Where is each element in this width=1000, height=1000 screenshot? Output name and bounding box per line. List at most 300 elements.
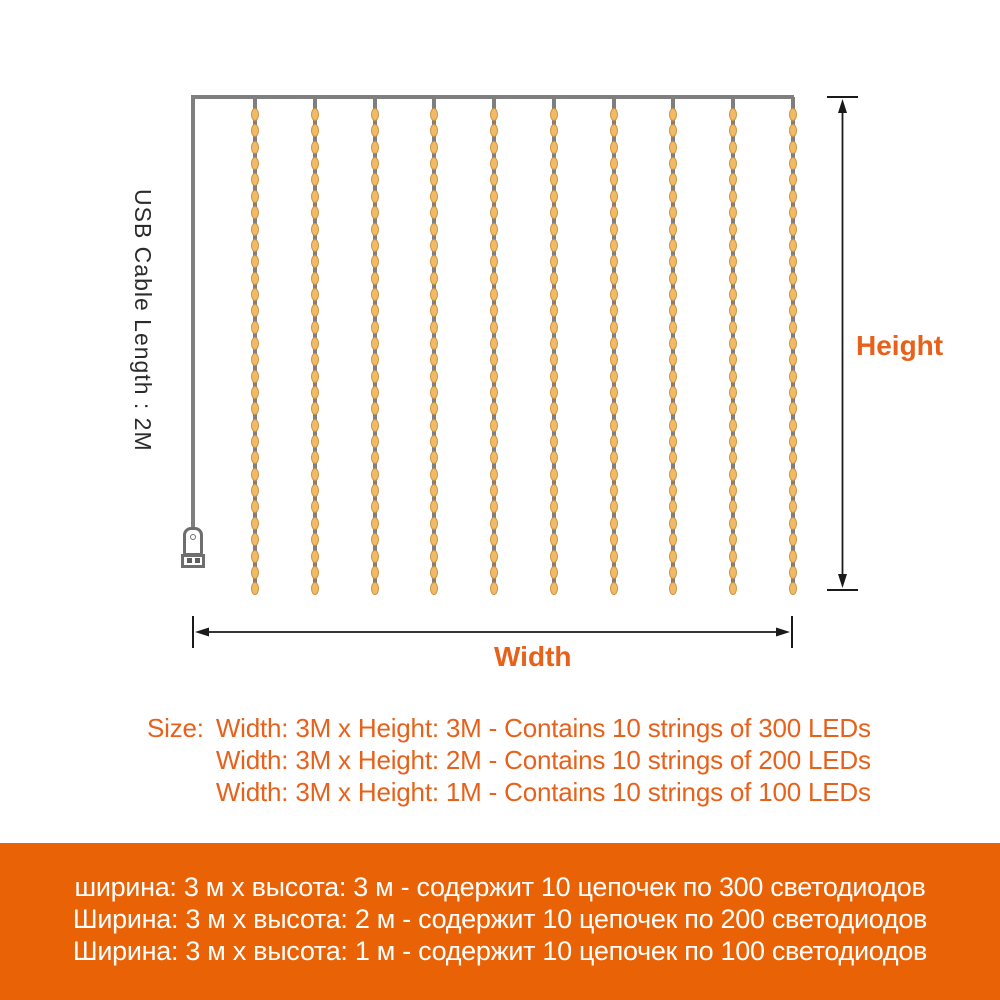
- usb-drop-cable: [191, 95, 195, 528]
- led-bead: [371, 272, 379, 285]
- led-bead: [490, 304, 498, 317]
- led-bead: [789, 566, 797, 579]
- led-bead: [430, 321, 438, 334]
- led-bead: [610, 173, 618, 186]
- size-heading: Size:: [147, 713, 204, 743]
- led-bead: [430, 500, 438, 513]
- led-bead: [789, 337, 797, 350]
- led-bead: [550, 566, 558, 579]
- led-bead: [789, 468, 797, 481]
- led-bead: [430, 157, 438, 170]
- led-bead: [371, 353, 379, 366]
- led-bead: [550, 402, 558, 415]
- led-bead: [430, 239, 438, 252]
- led-bead: [311, 108, 319, 121]
- led-bead: [251, 239, 259, 252]
- led-bead: [729, 386, 737, 399]
- size-spec-block: [147, 712, 871, 808]
- led-bead: [789, 451, 797, 464]
- led-bead: [610, 517, 618, 530]
- led-bead: [371, 288, 379, 301]
- led-bead: [490, 239, 498, 252]
- led-bead: [430, 223, 438, 236]
- led-bead: [430, 272, 438, 285]
- led-bead: [311, 304, 319, 317]
- led-bead: [311, 500, 319, 513]
- led-bead: [550, 206, 558, 219]
- led-bead: [311, 451, 319, 464]
- led-bead: [371, 157, 379, 170]
- led-bead: [311, 190, 319, 203]
- led-bead: [490, 255, 498, 268]
- led-bead: [789, 239, 797, 252]
- led-bead: [610, 533, 618, 546]
- led-bead: [669, 288, 677, 301]
- size-line: Width: 3M x Height: 1M - Contains 10 strings of 100 LEDs: [215, 777, 871, 807]
- led-bead: [371, 419, 379, 432]
- led-bead: [490, 206, 498, 219]
- led-bead: [430, 484, 438, 497]
- banner-line: Ширина: 3 м х высота: 2 м - содержит 10 цепочек по 200 светодиодов: [72, 904, 928, 934]
- led-bead: [550, 321, 558, 334]
- led-bead: [371, 190, 379, 203]
- led-bead: [550, 108, 558, 121]
- led-bead: [729, 484, 737, 497]
- led-bead: [311, 239, 319, 252]
- led-bead: [669, 435, 677, 448]
- led-bead: [669, 190, 677, 203]
- led-bead: [789, 550, 797, 563]
- led-bead: [490, 500, 498, 513]
- led-string: [492, 97, 496, 590]
- led-bead: [430, 451, 438, 464]
- led-bead: [610, 419, 618, 432]
- led-bead: [729, 419, 737, 432]
- led-bead: [311, 337, 319, 350]
- led-bead: [490, 157, 498, 170]
- led-bead: [371, 533, 379, 546]
- led-bead: [251, 223, 259, 236]
- led-bead: [490, 468, 498, 481]
- led-bead: [251, 157, 259, 170]
- led-bead: [251, 484, 259, 497]
- led-bead: [789, 370, 797, 383]
- led-bead: [311, 157, 319, 170]
- led-bead: [311, 141, 319, 154]
- led-bead: [251, 435, 259, 448]
- led-bead: [669, 484, 677, 497]
- led-bead: [789, 173, 797, 186]
- led-bead: [610, 451, 618, 464]
- led-bead: [430, 190, 438, 203]
- led-bead: [430, 550, 438, 563]
- led-bead: [789, 157, 797, 170]
- led-bead: [550, 468, 558, 481]
- led-bead: [669, 124, 677, 137]
- led-bead: [789, 141, 797, 154]
- led-bead: [550, 272, 558, 285]
- led-bead: [550, 288, 558, 301]
- led-bead: [430, 582, 438, 595]
- led-bead: [251, 304, 259, 317]
- led-string: [552, 97, 556, 590]
- led-bead: [371, 337, 379, 350]
- led-bead: [789, 108, 797, 121]
- led-bead: [430, 108, 438, 121]
- led-bead: [729, 435, 737, 448]
- led-bead: [430, 124, 438, 137]
- led-bead: [729, 500, 737, 513]
- led-bead: [789, 206, 797, 219]
- led-bead: [669, 386, 677, 399]
- led-bead: [490, 337, 498, 350]
- led-bead: [371, 173, 379, 186]
- led-string: [791, 97, 795, 590]
- led-bead: [610, 288, 618, 301]
- width-dimension-arrow: [193, 616, 792, 648]
- led-bead: [669, 321, 677, 334]
- led-bead: [729, 206, 737, 219]
- led-bead: [430, 255, 438, 268]
- led-bead: [490, 582, 498, 595]
- led-bead: [430, 173, 438, 186]
- led-bead: [550, 173, 558, 186]
- size-lines: [216, 712, 871, 808]
- led-bead: [669, 173, 677, 186]
- led-bead: [610, 370, 618, 383]
- led-bead: [550, 533, 558, 546]
- led-bead: [311, 419, 319, 432]
- led-string: [671, 97, 675, 590]
- led-bead: [251, 386, 259, 399]
- led-bead: [311, 566, 319, 579]
- led-bead: [251, 321, 259, 334]
- led-bead: [311, 370, 319, 383]
- led-bead: [610, 255, 618, 268]
- led-bead: [490, 566, 498, 579]
- led-bead: [490, 141, 498, 154]
- led-string: [373, 97, 377, 590]
- led-bead: [669, 304, 677, 317]
- led-bead: [729, 190, 737, 203]
- led-string: [612, 97, 616, 590]
- led-bead: [729, 517, 737, 530]
- led-bead: [490, 124, 498, 137]
- size-line: Width: 3M x Height: 2M - Contains 10 strings of 200 LEDs: [215, 745, 871, 775]
- led-bead: [550, 337, 558, 350]
- led-bead: [251, 550, 259, 563]
- led-bead: [251, 272, 259, 285]
- led-bead: [550, 223, 558, 236]
- led-bead: [610, 304, 618, 317]
- led-bead: [669, 353, 677, 366]
- led-bead: [430, 419, 438, 432]
- led-bead: [311, 321, 319, 334]
- led-bead: [550, 255, 558, 268]
- led-bead: [311, 124, 319, 137]
- led-bead: [251, 582, 259, 595]
- led-bead: [490, 484, 498, 497]
- led-bead: [490, 370, 498, 383]
- led-bead: [729, 337, 737, 350]
- usb-plug-hole: [190, 534, 196, 540]
- led-bead: [789, 386, 797, 399]
- led-bead: [371, 566, 379, 579]
- led-bead: [311, 288, 319, 301]
- led-bead: [251, 173, 259, 186]
- led-bead: [251, 206, 259, 219]
- banner-line: Ширина: 3 м х высота: 1 м - содержит 10 цепочек по 100 светодиодов: [72, 936, 928, 966]
- led-bead: [789, 223, 797, 236]
- led-bead: [430, 141, 438, 154]
- led-bead: [490, 321, 498, 334]
- led-bead: [371, 484, 379, 497]
- led-bead: [251, 190, 259, 203]
- led-bead: [789, 402, 797, 415]
- led-bead: [371, 517, 379, 530]
- led-bead: [789, 500, 797, 513]
- led-bead: [550, 419, 558, 432]
- led-bead: [610, 124, 618, 137]
- led-bead: [311, 484, 319, 497]
- led-bead: [371, 124, 379, 137]
- led-bead: [251, 124, 259, 137]
- curtain-top-cable: [191, 95, 794, 99]
- led-bead: [550, 517, 558, 530]
- led-string: [253, 97, 257, 590]
- led-bead: [371, 321, 379, 334]
- led-bead: [251, 468, 259, 481]
- led-bead: [669, 239, 677, 252]
- led-bead: [669, 500, 677, 513]
- led-bead: [371, 370, 379, 383]
- led-bead: [490, 272, 498, 285]
- led-bead: [789, 435, 797, 448]
- led-bead: [490, 190, 498, 203]
- led-bead: [669, 419, 677, 432]
- led-bead: [610, 157, 618, 170]
- led-bead: [789, 517, 797, 530]
- led-bead: [371, 141, 379, 154]
- led-bead: [371, 255, 379, 268]
- led-bead: [311, 582, 319, 595]
- led-bead: [729, 239, 737, 252]
- led-bead: [550, 304, 558, 317]
- led-bead: [789, 288, 797, 301]
- height-label: Height: [856, 330, 944, 361]
- led-bead: [789, 255, 797, 268]
- led-bead: [251, 370, 259, 383]
- led-bead: [311, 468, 319, 481]
- led-bead: [430, 337, 438, 350]
- led-bead: [669, 272, 677, 285]
- led-bead: [311, 533, 319, 546]
- led-bead: [430, 304, 438, 317]
- usb-contact-pin: [195, 558, 200, 563]
- led-bead: [610, 500, 618, 513]
- led-bead: [430, 533, 438, 546]
- led-bead: [789, 353, 797, 366]
- led-bead: [729, 533, 737, 546]
- led-bead: [550, 141, 558, 154]
- led-bead: [371, 108, 379, 121]
- led-bead: [550, 124, 558, 137]
- led-bead: [251, 566, 259, 579]
- led-bead: [669, 157, 677, 170]
- width-label: Width: [494, 641, 572, 672]
- led-bead: [430, 206, 438, 219]
- led-bead: [729, 304, 737, 317]
- led-bead: [669, 402, 677, 415]
- led-bead: [729, 108, 737, 121]
- led-bead: [311, 272, 319, 285]
- led-bead: [550, 239, 558, 252]
- led-bead: [669, 370, 677, 383]
- led-string: [432, 97, 436, 590]
- led-bead: [311, 517, 319, 530]
- led-bead: [371, 304, 379, 317]
- led-bead: [729, 468, 737, 481]
- led-bead: [251, 402, 259, 415]
- led-bead: [371, 435, 379, 448]
- led-bead: [729, 353, 737, 366]
- led-bead: [610, 272, 618, 285]
- led-bead: [789, 272, 797, 285]
- led-bead: [251, 141, 259, 154]
- led-bead: [490, 402, 498, 415]
- led-bead: [251, 353, 259, 366]
- led-bead: [789, 419, 797, 432]
- led-bead: [490, 353, 498, 366]
- led-bead: [669, 337, 677, 350]
- led-bead: [610, 108, 618, 121]
- led-bead: [311, 173, 319, 186]
- led-bead: [610, 206, 618, 219]
- led-bead: [371, 500, 379, 513]
- led-bead: [371, 223, 379, 236]
- led-bead: [610, 239, 618, 252]
- led-bead: [251, 517, 259, 530]
- led-bead: [610, 321, 618, 334]
- led-bead: [311, 223, 319, 236]
- led-bead: [430, 517, 438, 530]
- usb-plug-metal: [181, 554, 205, 568]
- led-bead: [430, 370, 438, 383]
- led-bead: [729, 370, 737, 383]
- led-bead: [669, 141, 677, 154]
- led-bead: [371, 451, 379, 464]
- led-bead: [311, 255, 319, 268]
- led-bead: [490, 533, 498, 546]
- led-bead: [251, 108, 259, 121]
- led-bead: [789, 582, 797, 595]
- led-bead: [610, 190, 618, 203]
- led-bead: [430, 468, 438, 481]
- led-bead: [550, 500, 558, 513]
- led-bead: [789, 190, 797, 203]
- led-bead: [430, 288, 438, 301]
- led-bead: [610, 353, 618, 366]
- led-bead: [729, 550, 737, 563]
- led-bead: [490, 451, 498, 464]
- height-dimension-arrow: [827, 97, 858, 590]
- led-bead: [550, 157, 558, 170]
- led-bead: [490, 288, 498, 301]
- led-bead: [610, 566, 618, 579]
- led-bead: [490, 386, 498, 399]
- led-bead: [371, 386, 379, 399]
- led-bead: [251, 419, 259, 432]
- led-bead: [789, 321, 797, 334]
- led-bead: [371, 206, 379, 219]
- led-bead: [789, 124, 797, 137]
- led-bead: [789, 484, 797, 497]
- led-bead: [490, 173, 498, 186]
- led-bead: [729, 141, 737, 154]
- led-bead: [490, 108, 498, 121]
- led-bead: [550, 451, 558, 464]
- led-bead: [789, 533, 797, 546]
- led-bead: [729, 272, 737, 285]
- led-bead: [430, 566, 438, 579]
- led-bead: [669, 255, 677, 268]
- led-bead: [729, 582, 737, 595]
- led-bead: [669, 108, 677, 121]
- usb-contact-pin: [187, 558, 192, 563]
- led-bead: [610, 386, 618, 399]
- led-bead: [371, 550, 379, 563]
- led-bead: [550, 582, 558, 595]
- led-bead: [610, 402, 618, 415]
- usb-connector-icon: [183, 527, 203, 556]
- led-bead: [490, 435, 498, 448]
- led-bead: [490, 517, 498, 530]
- led-bead: [371, 582, 379, 595]
- led-bead: [550, 190, 558, 203]
- led-bead: [430, 402, 438, 415]
- led-bead: [789, 304, 797, 317]
- led-bead: [610, 484, 618, 497]
- led-bead: [729, 173, 737, 186]
- led-bead: [550, 386, 558, 399]
- led-bead: [669, 468, 677, 481]
- led-bead: [729, 566, 737, 579]
- led-bead: [729, 321, 737, 334]
- led-bead: [729, 223, 737, 236]
- led-bead: [251, 500, 259, 513]
- led-bead: [610, 435, 618, 448]
- led-bead: [430, 435, 438, 448]
- led-bead: [430, 386, 438, 399]
- russian-spec-banner: [0, 843, 1000, 1000]
- usb-cable-length-label: USB Cable Length : 2M: [130, 189, 156, 452]
- led-bead: [550, 353, 558, 366]
- led-bead: [311, 550, 319, 563]
- led-bead: [610, 141, 618, 154]
- led-bead: [669, 223, 677, 236]
- led-bead: [251, 533, 259, 546]
- led-bead: [729, 402, 737, 415]
- led-bead: [251, 255, 259, 268]
- led-bead: [251, 288, 259, 301]
- led-bead: [251, 337, 259, 350]
- led-bead: [610, 550, 618, 563]
- led-bead: [311, 206, 319, 219]
- led-bead: [669, 582, 677, 595]
- led-bead: [669, 517, 677, 530]
- led-bead: [550, 370, 558, 383]
- led-bead: [371, 402, 379, 415]
